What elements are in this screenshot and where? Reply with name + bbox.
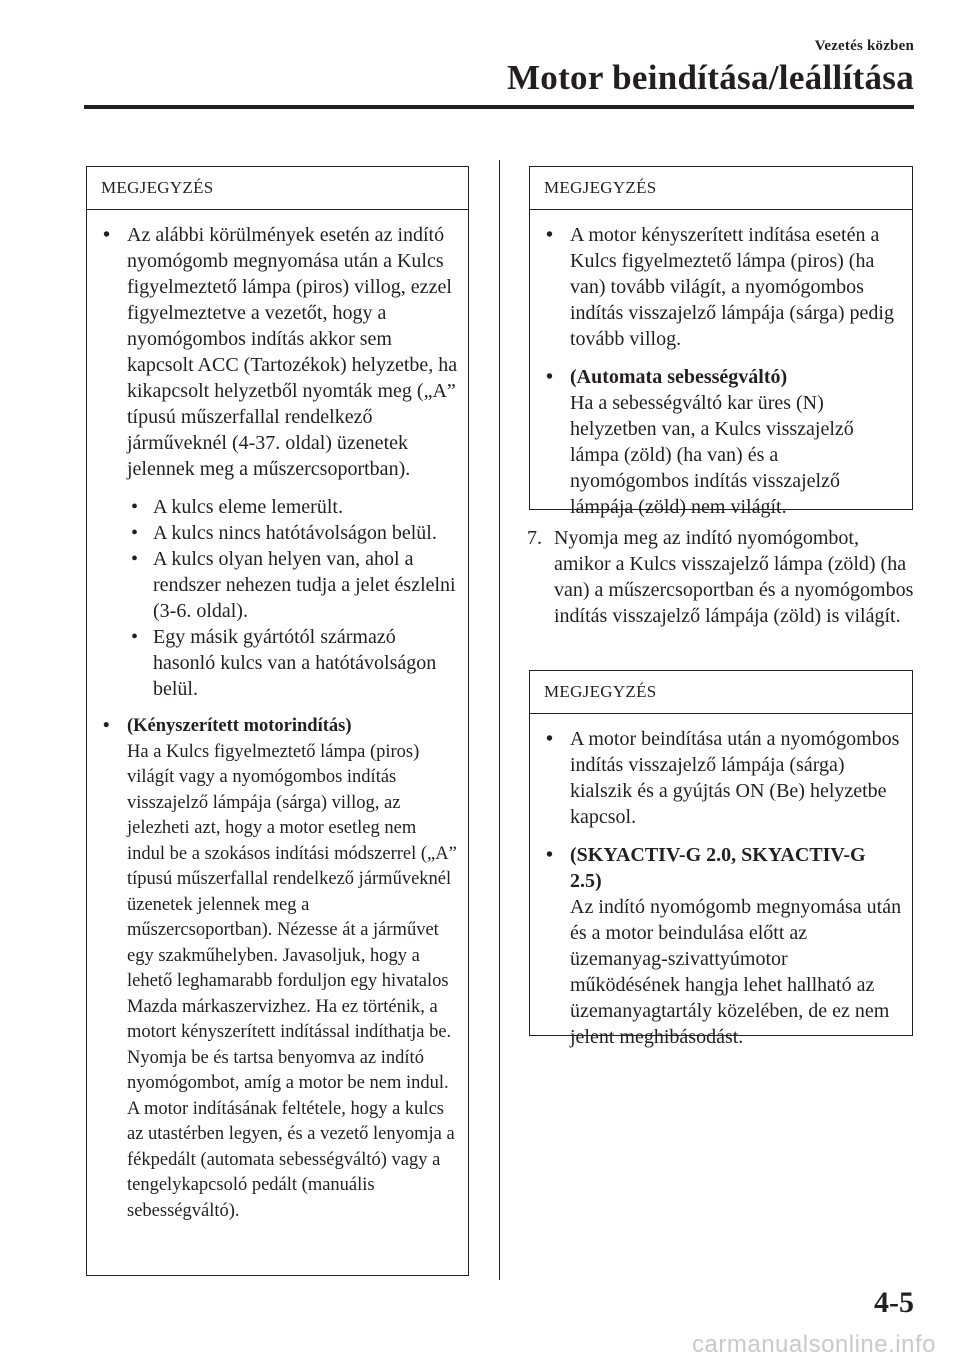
sub-item-text: A kulcs eleme lemerült. — [153, 496, 343, 518]
note-item — [101, 714, 458, 1224]
note-box-right-bottom — [529, 670, 913, 1048]
note-item — [544, 726, 902, 830]
bullet-icon: • — [546, 844, 554, 866]
note-item-text: Az indító nyomógomb megnyomása után és a motor beindulása előtt az üzemanyag-szivattyúmotor működésének hangja lehet hallható az üzemanyagtartály közelében, de ez nem jelent meghibásodást. — [570, 896, 902, 1048]
sub-item — [127, 624, 458, 702]
header-rule — [84, 105, 914, 109]
bullet-icon: • — [103, 716, 110, 736]
watermark: carmanualsonline.info — [692, 1331, 936, 1358]
sub-bullet-icon: • — [131, 496, 139, 518]
sub-item — [127, 494, 458, 520]
note-box-left — [86, 166, 469, 1276]
note-heading: MEGJEGYZÉS — [530, 671, 912, 714]
sub-bullet-icon: • — [131, 548, 139, 570]
section-label: Vezetés közben — [814, 38, 914, 54]
bullet-icon: • — [546, 224, 554, 246]
step-number: 7. — [527, 527, 542, 549]
note-item — [544, 364, 902, 520]
note-body — [87, 210, 468, 1246]
note-item-title: (Kényszerített motorindítás) — [127, 716, 352, 736]
note-heading: MEGJEGYZÉS — [87, 167, 468, 210]
note-item-text: A motor beindítása után a nyomógombos indítás visszajelző lámpája (sárga) kialszik és a gyújtás ON (Be) helyzetbe kapcsol. — [570, 728, 900, 828]
note-item — [544, 842, 902, 1050]
note-item-text: Ha a Kulcs figyelmeztető lámpa (piros) világít vagy a nyomógombos indítás visszajelző lámpája (sárga) villog, az jelezheti azt, hogy a motor esetleg nem indul be a szokásos indítási módszerrel („A” típusú műszerfallal rendelkező járműveknél üzenetek jelennek meg a műszercsoportban). Nézesse át a járművet egy szakműhelyben. Javasoljuk, hogy a lehető leghamarabb forduljon egy hivatalos Mazda márkaszervizhez. Ha ez történik, a motort kényszerített indítással indíthatja be. Nyomja be és tartsa benyomva az indító nyomógombot, amíg a motor be nem indul. A motor indításának feltétele, hogy a kulcs az utastérben legyen, és a vezető lenyomja a fékpedált (automata sebességváltó) vagy a tengelykapcsoló pedált (manuális sebességváltó). — [127, 741, 457, 1221]
note-item — [101, 222, 458, 702]
step-text: Nyomja meg az indító nyomógombot, amikor a Kulcs visszajelző lámpa (zöld) (ha van) a műszercsoportban és a nyomógombos indítás visszajelző lámpája (zöld) is világít. — [554, 527, 914, 627]
sub-item-text: Egy másik gyártótól származó hasonló kulcs van a hatótávolságon belül. — [153, 626, 437, 700]
sub-item-text: A kulcs olyan helyen van, ahol a rendszer nehezen tudja a jelet észlelni (3-6. oldal). — [153, 548, 456, 622]
note-item-text: Ha a sebességváltó kar üres (N) helyzetben van, a Kulcs visszajelző lámpa (zöld) (ha van) és a nyomógombos indítás visszajelző lámpája (zöld) nem világít. — [570, 392, 854, 518]
note-box-right-top — [529, 166, 913, 518]
page-title: Motor beindítása/leállítása — [506, 58, 914, 97]
note-item-title: (SKYACTIV-G 2.0, SKYACTIV-G 2.5) — [570, 844, 866, 892]
step-7 — [527, 525, 917, 629]
note-heading: MEGJEGYZÉS — [530, 167, 912, 210]
sub-item — [127, 546, 458, 624]
sub-list — [127, 494, 458, 702]
page-number: 4-5 — [874, 1286, 914, 1319]
note-item-text: A motor kényszerített indítása esetén a Kulcs figyelmeztető lámpa (piros) (ha van) tovább világít, a nyomógombos indítás visszajelző lámpája (sárga) pedig tovább villog. — [570, 224, 894, 350]
column-divider — [499, 160, 500, 1280]
sub-item-text: A kulcs nincs hatótávolságon belül. — [153, 522, 437, 544]
note-item — [544, 222, 902, 352]
bullet-icon: • — [546, 728, 554, 750]
note-item-title: (Automata sebességváltó) — [570, 366, 788, 388]
sub-bullet-icon: • — [131, 522, 139, 544]
sub-item — [127, 520, 458, 546]
sub-bullet-icon: • — [131, 626, 139, 648]
bullet-icon: • — [546, 366, 554, 388]
note-body — [530, 714, 912, 1072]
note-item-text: Az alábbi körülmények esetén az indító nyomógomb megnyomása után a Kulcs figyelmeztető lámpa (piros) villog, ezzel figyelmeztetve a vezetőt, hogy a nyomógombos indítás akkor sem kapcsolt ACC (Tartozékok) helyzetbe, ha kikapcsolt helyzetből nyomták meg („A” típusú műszerfallal rendelkező járműveknél (4-37. oldal) üzenetek jelennek meg a műszercsoportban). — [127, 224, 458, 480]
bullet-icon: • — [103, 224, 111, 246]
note-body — [530, 210, 912, 542]
